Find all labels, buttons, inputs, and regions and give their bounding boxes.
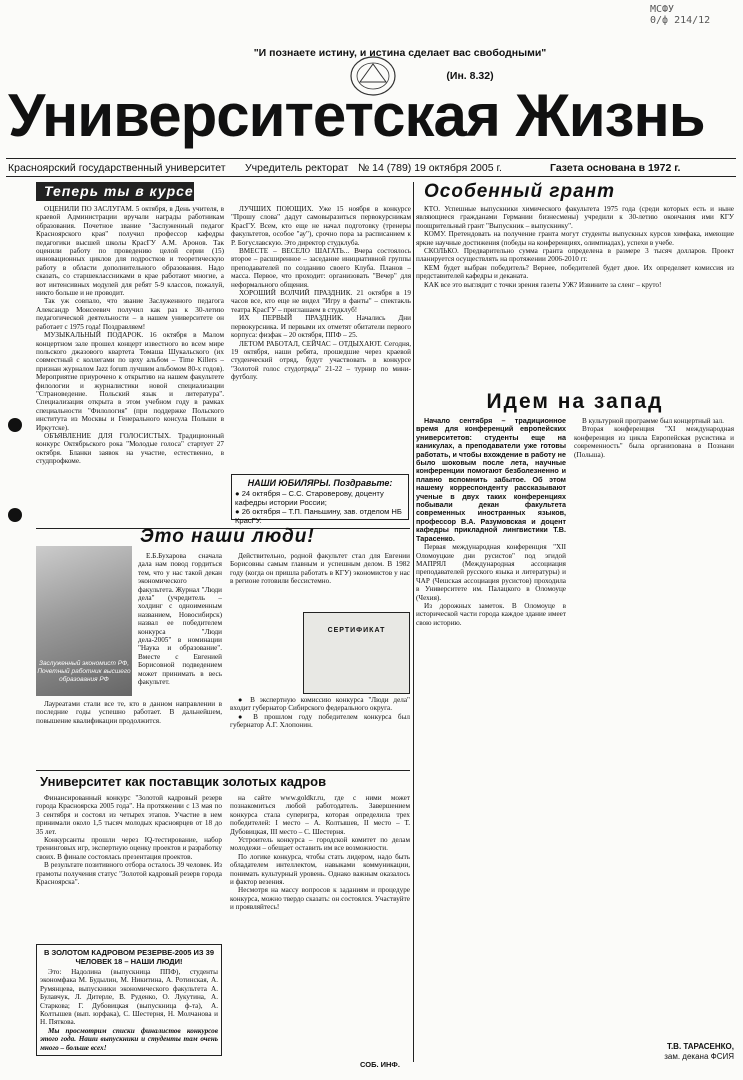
note-line-1: МСФУ bbox=[650, 4, 675, 15]
note-line-2: 0/ф 214/12 bbox=[650, 15, 711, 26]
motto-source: (Ин. 8.32) bbox=[446, 70, 494, 82]
lyudi-p5: ● В прошлом году победителем конкурса был губернатор А.Г. Хлопонин. bbox=[230, 712, 410, 730]
kadry-column-2 bbox=[230, 794, 410, 1056]
kadry-header: Университет как поставщик золотых кадров bbox=[40, 774, 327, 789]
grant-p1: КТО. Успешные выпускники химического факультета 1975 года (среди которых есть и ныне являющиеся гражданами Германии бизнесмены) учредили к 30-летию окончания ими КГУ поощрительный грант "Выпускник – выпускнику". bbox=[416, 205, 734, 230]
zapad-p3: В культурной программе был концертный зал. bbox=[582, 417, 724, 425]
lyudi-notes bbox=[230, 696, 410, 768]
yubilyary-line-1: ● 24 октября – С.С. Староверову, доценту кафедры истории России; bbox=[235, 489, 384, 507]
lyudi-column-1b bbox=[36, 700, 222, 770]
reserve-box bbox=[36, 944, 222, 1056]
zapad-column-2 bbox=[574, 417, 734, 1037]
kadry-p4: на сайте www.goldkr.ru, где с ними может познакомиться любой работодатель. Завершением конкурса стала суперигра, которая определила трех победителей: I место – А. Колтышев, II место – Т. Дубовицкая, III место – С. Шестерня. bbox=[230, 794, 410, 836]
reserve-body bbox=[40, 968, 218, 1056]
kurs-column-2 bbox=[231, 205, 411, 472]
kadry-column-1 bbox=[36, 794, 222, 942]
grant-body bbox=[416, 205, 734, 390]
column-divider bbox=[413, 182, 414, 1062]
portrait-caption: Заслуженный экономист РФ, Почетный работник высшего образования РФ bbox=[37, 660, 131, 683]
reserve-header: В ЗОЛОТОМ КАДРОВОМ РЕЗЕРВЕ-2005 ИЗ 39 ЧЕЛОВЕК 18 – НАШИ ЛЮДИ! bbox=[43, 948, 215, 966]
kurs-p7: ХОРОШИЙ ВОЛЧИЙ ПРАЗДНИК. 21 октября в 19 часов все, кто еще не видел "Игру в фанты" – спектакль театра КрасГУ – приглашаем в студклуб! bbox=[231, 289, 411, 314]
lyudi-p4: ● В экспертную комиссию конкурса "Люди дела" входит губернатор Сибирского федерального округа. bbox=[230, 696, 410, 713]
kurs-p3: МУЗЫКАЛЬНЫЙ ПОДАРОК. 16 октября в Малом концертном зале прошел концерт известного во всем мире польского джазового квартета Томаша Шукальского (их совместный с коллегами по цеху альбом – Time Killers – признан журналом Jazz forum лучшим альбомом 80-х годов). Мероприятие приурочено к открытию на нашем факультете филологии и журналистики новой специализации "Страноведение. Польский язык и литература". Специализация открыта в этом учебном году в рамках специальности "Филология" (при поддержке Польского института из Москвы и Генерального консула Польши в Иркутске). bbox=[36, 331, 224, 432]
lyudi-column-2b bbox=[230, 614, 300, 694]
certificate-title: СЕРТИФИКАТ bbox=[327, 627, 386, 634]
motto bbox=[180, 47, 620, 59]
grant-p5: КАК все это выглядит с точки зрения газеты УЖ? Извините за сленг – круто! bbox=[424, 280, 662, 289]
kadry-p3: В результате позитивного отбора осталось 39 человек. Из грамоты получения статус "Золотой кадровый резерв города Красноярска". bbox=[36, 861, 222, 887]
zapad-header-text: Идем на запад bbox=[486, 390, 664, 413]
zapad-column-1 bbox=[416, 417, 566, 1037]
yubilyary-line-2: ● 26 октября – Т.П. Паньшину, зав. отделом НБ КрасГУ. bbox=[235, 507, 402, 525]
zapad-signature-role: зам. декана ФСИЯ bbox=[664, 1052, 734, 1061]
yubilyary-box bbox=[231, 474, 409, 525]
kurs-p5: ЛУЧШИХ ПОЮЩИХ. Уже 15 ноября в конкурсе "Прошу слова" дадут самовыразиться первокурсникам КрасГУ. Всем, кто еще не начал подготовку (тренеры факультетов, особое "ау"), срочно пора за расписанием к Р. Богуславскую. Это директор студклуба. bbox=[231, 205, 411, 247]
kadry-p5: Устроитель конкурса – городской комитет по делам молодежи – обещает оставить им все возможности. bbox=[230, 836, 410, 853]
kadry-p2: Конкурсанты прошли через IQ-тестирование, набор тренинговых игр, экспертную оценку проектов и разработку своих. В финале состоялась презентация проектов. bbox=[36, 836, 222, 861]
grant-p4: КЕМ будет выбран победитель? Вернее, победителей будет двое. Их определяет комиссия из представителей кафедры и деканата. bbox=[416, 263, 734, 281]
kadry-p7: Несмотря на массу вопросов к заданиям и процедуре конкурса, можно твердо сказать: он состоялся. Участвуйте и проявляйтесь! bbox=[230, 886, 410, 912]
infobar-university: Красноярский государственный университет bbox=[8, 162, 226, 174]
lyudi-p1: Е.Б.Бухарова сначала дала нам повод гордиться тем, что у нас такой декан экономического факультета. Журнал "Люди дела" (учредитель – холдинг с одноименным названием, Новосибирск) назвал ее победителем конкурса "Люди дела-2005" в номинации "Наука и образование". Вместе с Евгенией Борисовной подведением может принимать в весь факультет. bbox=[138, 552, 222, 687]
kadry-signature: СОБ. ИНФ. bbox=[360, 1060, 400, 1069]
kurs-p2: Так уж совпало, что звание Заслуженного педагога Александр Моисеевич получил как раз к 30-летию педагогической деятельности – в нашем университете он работает с 1975 года! Поздравляем! bbox=[36, 297, 224, 331]
handwritten-note bbox=[650, 4, 710, 26]
reserve-p2: Мы просмотрим списки финалистов конкурсов этого года. Наши выпускники и студенты там очень много – больше всех! bbox=[40, 1026, 218, 1052]
infobar-founded: Газета основана в 1972 г. bbox=[550, 162, 681, 174]
punch-hole bbox=[8, 418, 22, 432]
lyudi-header-text: Это наши люди! bbox=[140, 526, 315, 547]
kurs-column-1 bbox=[36, 205, 224, 525]
lyudi-p2: Лауреатами стали все те, кто в данном направлении в последние годы успешно работает. В дальнейшем, повышение квалификации продолжится. bbox=[36, 700, 222, 725]
zapad-p4: Вторая конференция "XI международная конференция из цикла Европейская русистика и современность" была организована в Познани (Польша). bbox=[574, 425, 734, 459]
infobar-bottom-rule bbox=[6, 176, 736, 177]
zapad-p1: Первая международная конференция "XII Оломоуцкие дни русистов" под эгидой МАПРЯЛ (Международная ассоциация преподавателей русского языка и литературы) и ЧАР (Чешская ассоциация русистов) проходила в Университете им. Палацкого в Оломоуце (Чехия). bbox=[416, 543, 566, 602]
kurs-p1: ОЦЕНИЛИ ПО ЗАСЛУГАМ. 5 октября, в День учителя, в краевой Администрации вручали награды работникам образования. Почетное звание "Заслуженный педагог Красноярского края" получил профессор кафедры педагогики высшей школы КрасГУ А.М. Аронов. Так оценили работу по проведению целой серии (15) инновационных циклов для подростков и теоретическую работу в области дополнительного образования. Надо сказать, со старшеклассниками в крае работают многие, а вот интенсивных модулей для ребят 5-9 классов, пожалуй, никто больше и не проводит. bbox=[36, 205, 224, 298]
punch-hole bbox=[8, 508, 22, 522]
zapad-header bbox=[420, 390, 730, 414]
kurs-p6: ВМЕСТЕ – ВЕСЕЛО ШАГАТЬ... Вчера состоялось второе – расширенное – заседание инициативной группы преподавателей по созданию своего Клуба. Планов – масса. Первое, что проходит: организовать "Вечер" для неформального общения. bbox=[231, 247, 411, 289]
lyudi-header bbox=[140, 526, 410, 548]
grant-header-text: Особенный грант bbox=[424, 181, 616, 202]
kurs-header-text: Теперь ты в курсе bbox=[44, 183, 194, 199]
zapad-lead: Начало сентября – традиционное время для конференций европейских университетов: студенты еще на каникулах, а преподаватели уже готовы работать, и чтобы вхождение в работу не было шоковым после лета, научные конференции помогают безболезненно и плавно вспомнить забытое. Об этом нашему корреспонденту рассказывают ученые в двух таких конференциях побывали декан факультета современных иностранных языков, профессор В.А. Разумовская и доцент кафедры прикладной лингвистики Т.В. Тарасенко. bbox=[416, 417, 566, 543]
grant-p3: СКОЛЬКО. Предварительно сумма гранта определена в размере 3 тысяч долларов. Проект планируется осуществлять на протяжении 2006-2010 гг. bbox=[416, 247, 734, 264]
kadry-p6: По логике конкурса, чтобы стать лидером, надо быть обладателем интеллектом, навыками коммуникации, понимать культурный уровень. Однако важным оказалось и фактор везения. bbox=[230, 852, 410, 887]
grant-p2: КОМУ. Претендовать на получение гранта могут студенты выпускных курсов химфака, имеющие яркие научные достижения (победы на конференциях, олимпиадах), успехи в учебе. bbox=[416, 230, 734, 247]
certificate-image bbox=[303, 612, 410, 694]
infobar-founder: Учредитель ректорат bbox=[245, 162, 349, 174]
kadry-p1: Финансированный конкурс "Золотой кадровый резерв города Красноярска 2005 года". На протяжении с 13 мая по 3 сентября и состоял из четырех этапов. Участие в нем принимали около 1,5 тысяч молодых красноярцев от 18 до 35 лет. bbox=[36, 794, 222, 836]
motto-text: "И познаете истину, и истина сделает вас свободными" bbox=[253, 47, 547, 59]
kurs-p9: ЛЕТОМ РАБОТАЛ, СЕЙЧАС – ОТДЫХАЮТ. Сегодня, 19 октября, наши ребята, прошедшие через краевой студенческий отряд, будут участвовать в конкурсе "Золотой голос студотряда" 21-22 – турнир по мини-футболу. bbox=[231, 339, 411, 382]
reserve-p1: Это: Надолина (выпускница ППФ), студенты экономфака М. Будылин, М. Никитина, А. Ротинская, А. Румянцева, выпускники экономического факультета А. Булавчук, Л. Дитерле, В. Руденко, О. Лукутина, А. Старкова; Г. Дубовицкая (выпускница ф-та), А. Колтышев (вып. юрфака), С. Шестерня, Н. Молчанова и Н. Пяткова. bbox=[40, 968, 218, 1027]
kurs-p8: ИХ ПЕРВЫЙ ПРАЗДНИК. Начались Дни первокурсника. И первыми их отметят обитатели первого корпуса: физфак – 20 октября, ППФ – 25. bbox=[231, 314, 411, 340]
kurs-p4: ОБЪЯВЛЕНИЕ ДЛЯ ГОЛОСИСТЫХ. Традиционный конкурс Октябрьского рока "Молодые голоса" стартует 27 октября. Бланки заявок на участие, естественно, в студпрофкоме. bbox=[36, 431, 224, 466]
lyudi-p3: Действительно, родной факультет стал для Евгении Борисовны самым главным и успешным делом. В 1982 году (когда он пришла работать в КГУ) экономистов у нас в регионе готовили бессистемно. bbox=[230, 552, 410, 586]
kurs-header bbox=[36, 182, 194, 201]
grant-header bbox=[424, 182, 734, 202]
kadry-top-rule bbox=[36, 770, 410, 771]
infobar-issue: № 14 (789) 19 октября 2005 г. bbox=[358, 162, 502, 174]
infobar-top-rule bbox=[6, 158, 736, 159]
yubilyary-header: НАШИ ЮБИЛЯРЫ. Поздравьте: bbox=[247, 478, 393, 488]
lyudi-column-2 bbox=[230, 552, 410, 612]
zapad-signature-name: Т.В. ТАРАСЕНКО, bbox=[666, 1042, 734, 1051]
masthead-title: Университетская Жизнь bbox=[8, 82, 705, 149]
zapad-p2: Из дорожных заметок. В Оломоуце в исторической части города каждое здание имеет свою историю. bbox=[416, 601, 566, 627]
zapad-signature bbox=[574, 1042, 734, 1062]
